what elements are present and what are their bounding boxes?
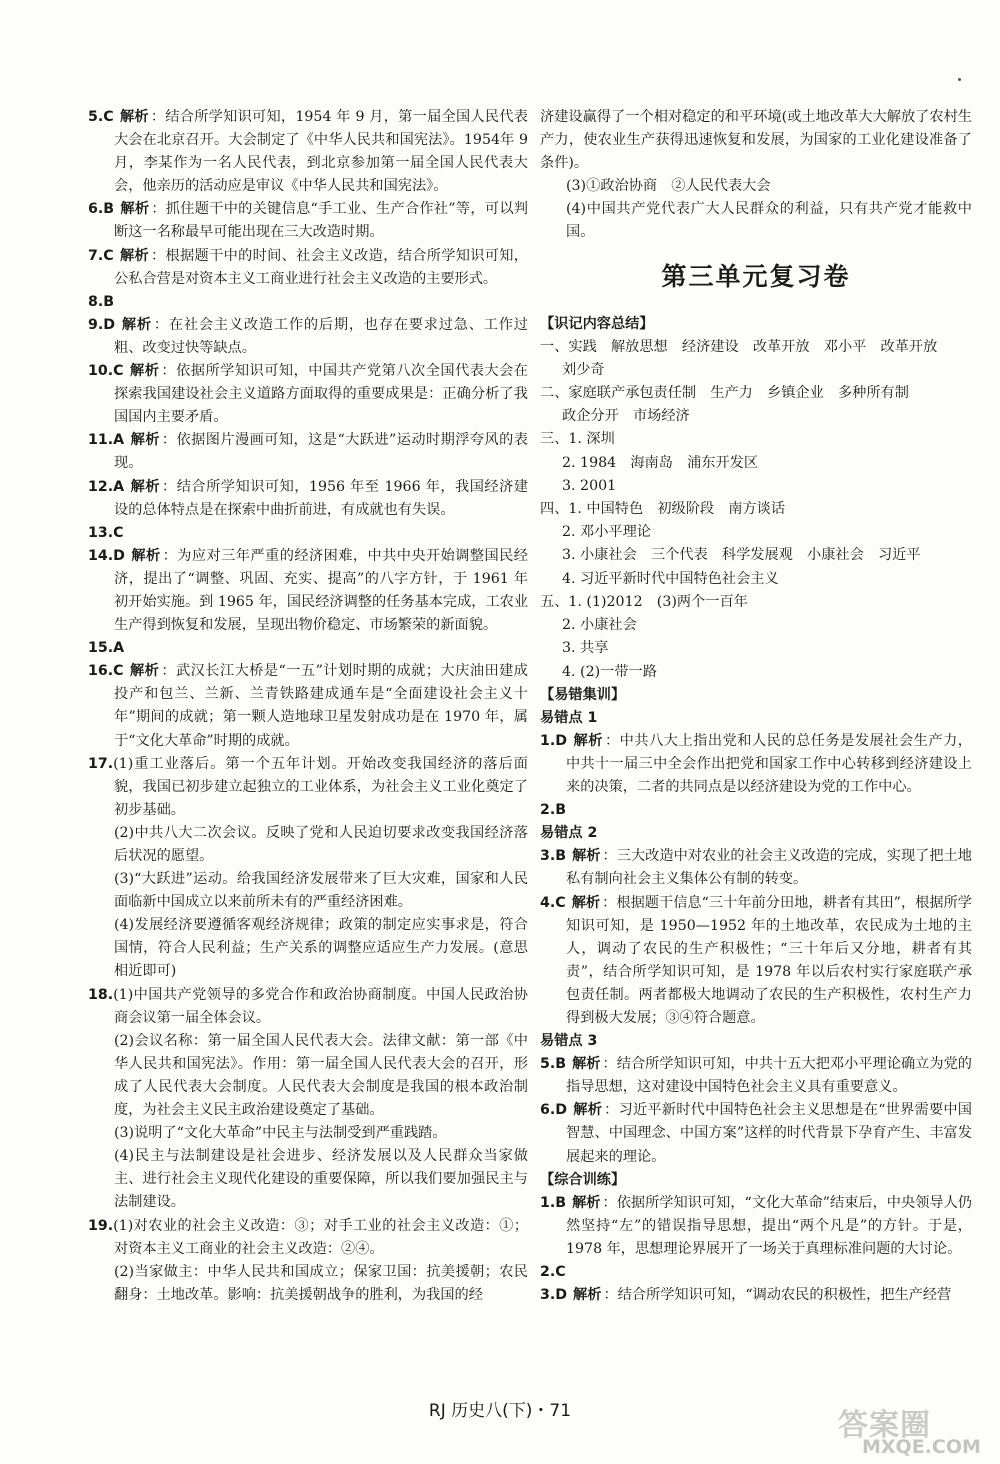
answer-text: ：依据所学知识可知，“文化大革命”结束后，中央领导人仍然坚持“左”的错误指导思想，提出“两个凡是”的方针。于是，1978 年，思想理论界展开了一场关于真理标准问题的大讨论。 — [566, 1194, 972, 1257]
answer-subpart: (4)中国共产党代表广大人民群众的利益，只有共产党才能救中国。 — [566, 201, 972, 241]
answer-item — [540, 1192, 972, 1261]
answer-number: 13.C — [88, 524, 124, 541]
answer-number: 2.C — [540, 1264, 566, 1281]
analysis-label: 解析 — [573, 1287, 602, 1304]
answer-number: 16.C — [88, 663, 124, 680]
answer-item — [88, 314, 528, 360]
answer-text: ：结合所学知识可知，中共十五大把邓小平理论确立为党的指导思想，这对建设中国特色社会主义具有重要意义。 — [566, 1056, 972, 1096]
analysis-label: 解析 — [129, 663, 160, 680]
answer-text: ：根据题干中的时间、社会主义改造，结合所学知识可知，公私合营是对资本主义工商业进行社会主义改造的主要形式。 — [114, 247, 528, 287]
summary-line: 3. 共享 — [562, 640, 609, 657]
summary-line: 4. 习近平新时代中国特色社会主义 — [562, 570, 779, 587]
summary-line: 一、实践 解放思想 经济建设 改革开放 邓小平 改革开放 — [540, 338, 938, 355]
answer-text: ：结合所学知识可知，“调动农民的积极性，把生产经营 — [603, 1287, 952, 1304]
answer-text: ：结合所学知识可知，1954 年 9 月，第一届全国人民代表大会在北京召开。大会制定了《中华人民共和国宪法》。1954年 9 月，李某作为一名人民代表，到北京参加第一届全国人民代表大会，他亲历的活动应是审议《中华人民共和国宪法》。 — [114, 109, 528, 195]
summary-line: 政企分开 市场经济 — [562, 408, 690, 425]
answer-number: 3.D — [540, 1287, 568, 1304]
answer-text: ：依据图片漫画可知，这是“大跃进”运动时期浮夸风的表现。 — [114, 432, 528, 472]
summary-line: 刘少奇 — [562, 361, 605, 378]
analysis-label: 解析 — [129, 363, 160, 380]
answer-number: 7.C — [88, 247, 114, 264]
summary-line: 2. 邓小平理论 — [562, 524, 651, 541]
answer-number: 17. — [88, 755, 114, 772]
summary-line: 3. 2001 — [562, 477, 617, 494]
watermark-logo — [838, 1400, 988, 1458]
answer-number: 10.C — [88, 363, 124, 380]
summary-header: 【识记内容总结】 — [540, 315, 654, 332]
answer-item — [88, 198, 528, 244]
answer-number: 1.D — [540, 732, 568, 749]
answer-text: ：为应对三年严重的经济困难，中共中央开始调整国民经济，提出了“调整、巩固、充实、提高”的八字方针，于 1961 年初开始实施。到 1965 年，国民经济调整的任务基本完成，工农业生产得到恢复和发展，呈现出物价稳定、市场繁荣的新面貌。 — [114, 547, 529, 634]
analysis-label: 解析 — [119, 247, 150, 264]
left-column — [88, 106, 528, 1307]
analysis-label: 解析 — [130, 432, 160, 449]
summary-list — [540, 336, 972, 684]
answer-item — [88, 984, 528, 1030]
answer-text: ：结合所学知识可知，1956 年至 1966 年，我国经济建设的总体特点是在探索中曲折前进，有成就也有失误。 — [114, 478, 528, 518]
summary-line: 2. 小康社会 — [562, 617, 637, 634]
answer-subpart: (3)①政治协商 ②人民代表大会 — [566, 178, 771, 195]
summary-line: 2. 1984 海南岛 浦东开发区 — [562, 454, 759, 471]
right-column — [540, 106, 972, 1307]
answer-item — [88, 476, 528, 522]
training-header: 【综合训练】 — [540, 1171, 626, 1188]
answer-text: ：依据所学知识可知，中国共产党第八次全国代表大会在探索我国建设社会主义道路方面取得的重要成果是：正确分析了我国国内主要矛盾。 — [114, 363, 528, 426]
answer-number: 18. — [88, 986, 114, 1003]
page-footer: RJ 历史八(下)・71 — [428, 1401, 572, 1421]
answer-item — [540, 730, 972, 799]
summary-line: 四、1. 中国特色 初级阶段 南方谈话 — [540, 501, 786, 518]
answer-number: 19. — [88, 1217, 114, 1234]
answer-item — [88, 545, 528, 637]
answer-text: ：在社会主义改造工作的后期，也存在要求过急、工作过粗、改变过快等缺点。 — [114, 316, 528, 356]
analysis-label: 解析 — [572, 848, 601, 865]
answer-number: 14.D — [88, 547, 125, 564]
answer-item — [88, 291, 528, 314]
answer-item — [540, 1099, 972, 1168]
summary-line: 4. (2)一带一路 — [562, 663, 657, 680]
answer-item — [540, 1261, 972, 1284]
answer-item — [540, 1053, 972, 1099]
answer-text: ：中共八大上指出党和人民的总任务是发展社会生产力，中共十一届三中全会作出把党和国家工作中心转移到经济建设上来的决策，二者的共同点是以经济建设为党的工作中心。 — [566, 732, 972, 796]
answer-text: (1)中国共产党领导的多党合作和政治协商制度。中国人民政治协商会议第一届全体会议。 — [113, 986, 528, 1026]
error-point-heading: 易错点 2 — [540, 825, 598, 842]
answer-number: 5.B — [540, 1056, 567, 1073]
analysis-label: 解析 — [130, 547, 161, 564]
answer-item — [540, 799, 972, 822]
continued-answer-19 — [540, 106, 972, 245]
analysis-label: 解析 — [573, 732, 603, 749]
answer-item — [540, 845, 972, 891]
answer-subpart: (4)发展经济要遵循客观经济规律；政策的制定应实事求是，符合国情，符合人民利益；生产关系的调整应适应生产力发展。(意思相近即可) — [114, 917, 528, 980]
analysis-label: 解析 — [571, 894, 601, 911]
answer-number: 9.D — [88, 316, 116, 333]
answer-number: 3.B — [540, 848, 567, 865]
answer-text: ：习近平新时代中国特色社会主义思想是在“世界需要中国智慧、中国理念、中国方案”这样的时代背景下孕育产生、丰富发展起来的理论。 — [566, 1102, 972, 1165]
answer-item — [88, 637, 528, 660]
answer-text: (1)重工业落后。第一个五年计划。开始改变我国经济的落后面貌，我国已初步建立起独立的工业体系，为社会主义工业化奠定了初步基础。 — [113, 755, 528, 818]
answer-subpart: (3)“大跃进”运动。给我国经济发展带来了巨大灾难，国家和人民面临新中国成立以来前所未有的严重经济困难。 — [114, 871, 528, 911]
analysis-label: 解析 — [130, 478, 161, 495]
analysis-label: 解析 — [121, 316, 152, 333]
answer-subpart: (2)当家做主：中华人民共和国成立；保家卫国：抗美援朝；农民翻身：土地改革。影响：抗美援朝战争的胜利，为我国的经 — [114, 1263, 528, 1303]
answer-subpart: (4)民主与法制建设是社会进步、经济发展以及人民群众当家做主、进行社会主义现代化建设的重要保障，所以我们要加强民主与法制建设。 — [114, 1148, 528, 1211]
errors-list — [540, 707, 972, 1169]
page-speck — [958, 78, 961, 81]
analysis-label: 解析 — [573, 1102, 603, 1119]
answer-number: 11.A — [88, 432, 125, 449]
answer-number: 6.D — [540, 1102, 568, 1119]
error-point-heading: 易错点 1 — [540, 709, 598, 726]
analysis-label: 解析 — [119, 109, 149, 125]
answer-item — [88, 360, 528, 429]
training-list — [540, 1192, 972, 1307]
answer-number: 2.B — [540, 802, 567, 819]
summary-line: 二、家庭联产承包责任制 生产力 乡镇企业 多种所有制 — [540, 385, 909, 402]
answer-text: ：抓住题干中的关键信息“手工业、生产合作社”等，可以判断这一名称最早可能出现在三大改造时期。 — [114, 201, 528, 241]
answer-text: ：三大改造中对农业的社会主义改造的完成，实现了把土地私有制向社会主义集体公有制的转变。 — [566, 848, 972, 888]
answer-item — [88, 660, 528, 752]
summary-line: 三、1. 深圳 — [540, 431, 615, 448]
answer-item — [88, 429, 528, 475]
answer-number: 1.B — [540, 1194, 567, 1211]
answer-subpart: 济建设赢得了一个相对稳定的和平环境(或土地改革大大解放了农村生产力，使农业生产获得迅速恢复和发展，为国家的工业化建设准备了条件)。 — [540, 109, 972, 172]
answer-item — [88, 1215, 528, 1261]
answer-number: 15.A — [88, 640, 125, 657]
answer-subpart: (2)会议名称：第一届全国人民代表大会。法律文献：第一部《中华人民共和国宪法》。作用：第一届全国人民代表大会的召开，形成了人民代表大会制度。人民代表大会制度是我国的根本政治制度，为社会主义民主政治建设奠定了基础。 — [114, 1032, 528, 1119]
errors-header: 【易错集训】 — [540, 686, 626, 703]
answer-number: 8.B — [88, 293, 115, 310]
summary-line: 3. 小康社会 三个代表 科学发展观 小康社会 习近平 — [562, 547, 921, 564]
answer-number: 5.C — [88, 109, 114, 125]
error-point-heading: 易错点 3 — [540, 1033, 598, 1050]
answer-text: (1)对农业的社会主义改造：③；对手工业的社会主义改造：①；对资本主义工商业的社会主义改造：②④。 — [113, 1217, 528, 1257]
analysis-label: 解析 — [572, 1194, 601, 1211]
answer-item — [88, 106, 528, 198]
answer-item — [88, 753, 528, 822]
unit-title: 第三单元复习卷 — [661, 261, 851, 291]
answer-subpart: (2)中共八大二次会议。反映了党和人民迫切要求改变我国经济落后状况的愿望。 — [114, 824, 528, 864]
watermark-url: MXQE.COM — [862, 1436, 981, 1458]
answer-item — [540, 892, 972, 1031]
watermark-logo-text: 答案圈 — [838, 1408, 931, 1443]
analysis-label: 解析 — [572, 1056, 601, 1073]
answer-item — [540, 1284, 972, 1307]
analysis-label: 解析 — [120, 201, 150, 218]
answer-number: 4.C — [540, 894, 566, 911]
summary-line: 五、1. (1)2012 (3)两个一百年 — [540, 593, 748, 610]
answer-text: ：根据题干信息“三十年前分田地，耕者有其田”，根据所学知识可知，是 1950—1952 年的土地改革，农民成为土地的主人，调动了农民的生产积极性；“三十年后又分地，耕者有其责”，结合所学知识可知，是 1978 年以后农村实行家庭联产承包责任制。两者都极大地调动了农民的生产积极性，农村生产力得到极大发展；③④符合题意。 — [566, 894, 972, 1027]
answer-subpart: (3)说明了“文化大革命”中民主与法制受到严重践踏。 — [114, 1125, 447, 1142]
answer-text: ：武汉长江大桥是“一五”计划时期的成就；大庆油田建成投产和包兰、兰新、兰青铁路建成通车是“全面建设社会主义十年”期间的成就；第一颗人造地球卫星发射成功是在 1970 年，属于“文化大革命”时期的成就。 — [114, 663, 528, 749]
answer-item — [88, 245, 528, 291]
answer-item — [88, 522, 528, 545]
answer-number: 12.A — [88, 478, 125, 495]
answer-number: 6.B — [88, 201, 115, 218]
